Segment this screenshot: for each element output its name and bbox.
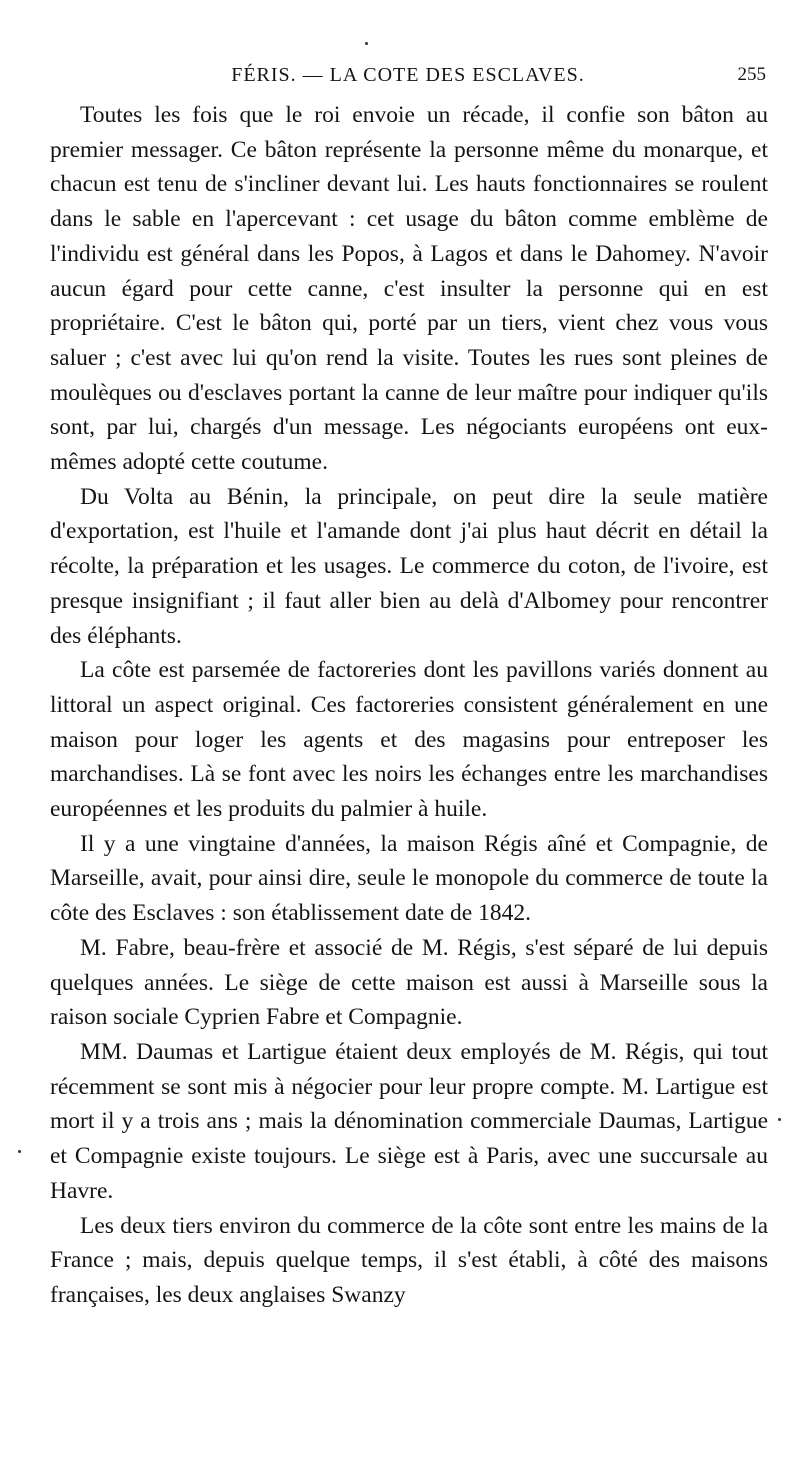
page-number: 255 [737,64,766,85]
print-speck [778,1118,781,1121]
body-text [50,98,768,1313]
running-head [50,58,766,92]
paragraph-factoreries: La côte est parsemée de factoreries dont les pavillons variés donnent au littoral un aspect original. Ces factoreries consistent généralement en une maison pour loger les agents et des magasins pour entreposer les marchandises. Là se font avec les noirs les échanges entre les marchandises européennes et les produits du palmier à huile. [50,657,768,823]
print-speck [365,42,368,45]
paragraph-fabre: M. Fabre, beau-frère et associé de M. Régis, s'est séparé de lui depuis quelques années. Le siège de cette maison est aussi à Marseille sous la raison sociale Cyprien Fabre et Compagnie. [50,934,768,1031]
paragraph-baton: Toutes les fois que le roi envoie un récade, il confie son bâton au premier messager. Ce bâton représente la personne même du monarque, et chacun est tenu de s'incliner devant lui. Les hauts fonctionnaires se roulent dans le sable en l'apercevant : cet usage du bâton comme emblème de l'individu est général dans les Popos, à Lagos et dans le Dahomey. N'avoir aucun égard pour cette canne, c'est insulter la personne qui en est propriétaire. C'est le bâton qui, porté par un tiers, vient chez vous vous saluer ; c'est avec lui qu'on rend la visite. Toutes les rues sont pleines de moulèques ou d'esclaves portant la canne de leur maître pour indiquer qu'ils sont, par lui, chargés d'un message. Les négociants européens ont eux-mêmes adopté cette coutume. [50,102,768,476]
print-speck [18,1150,21,1153]
paragraph-daumas-lartigue: MM. Daumas et Lartigue étaient deux employés de M. Régis, qui tout récemment se sont mis à négocier pour leur propre compte. M. Lartigue est mort il y a trois ans ; mais la dénomination commerciale Daumas, Lartigue et Compagnie existe toujours. Le siège est à Paris, avec une succursale au Havre. [50,1038,768,1204]
paragraph-commerce-france: Les deux tiers environ du commerce de la côte sont entre les mains de la France ; mais, depuis quelque temps, il s'est établi, à côté des maisons françaises, les deux anglaises Swanzy [50,1212,768,1308]
running-title: FÉRIS. — LA COTE DES ESCLAVES. [231,64,585,86]
paragraph-exportation: Du Volta au Bénin, la principale, on peut dire la seule matière d'exportation, est l'huile et l'amande dont j'ai plus haut décrit en détail la récolte, la préparation et les usages. Le commerce du coton, de l'ivoire, est presque insignifiant ; il faut aller bien au delà d'Albomey pour rencontrer des éléphants. [50,483,768,649]
paragraph-maison-regis: Il y a une vingtaine d'années, la maison Régis aîné et Compagnie, de Marseille, avait, pour ainsi dire, seule le monopole du commerce de toute la côte des Esclaves : son établissement date de 1842. [50,830,768,927]
